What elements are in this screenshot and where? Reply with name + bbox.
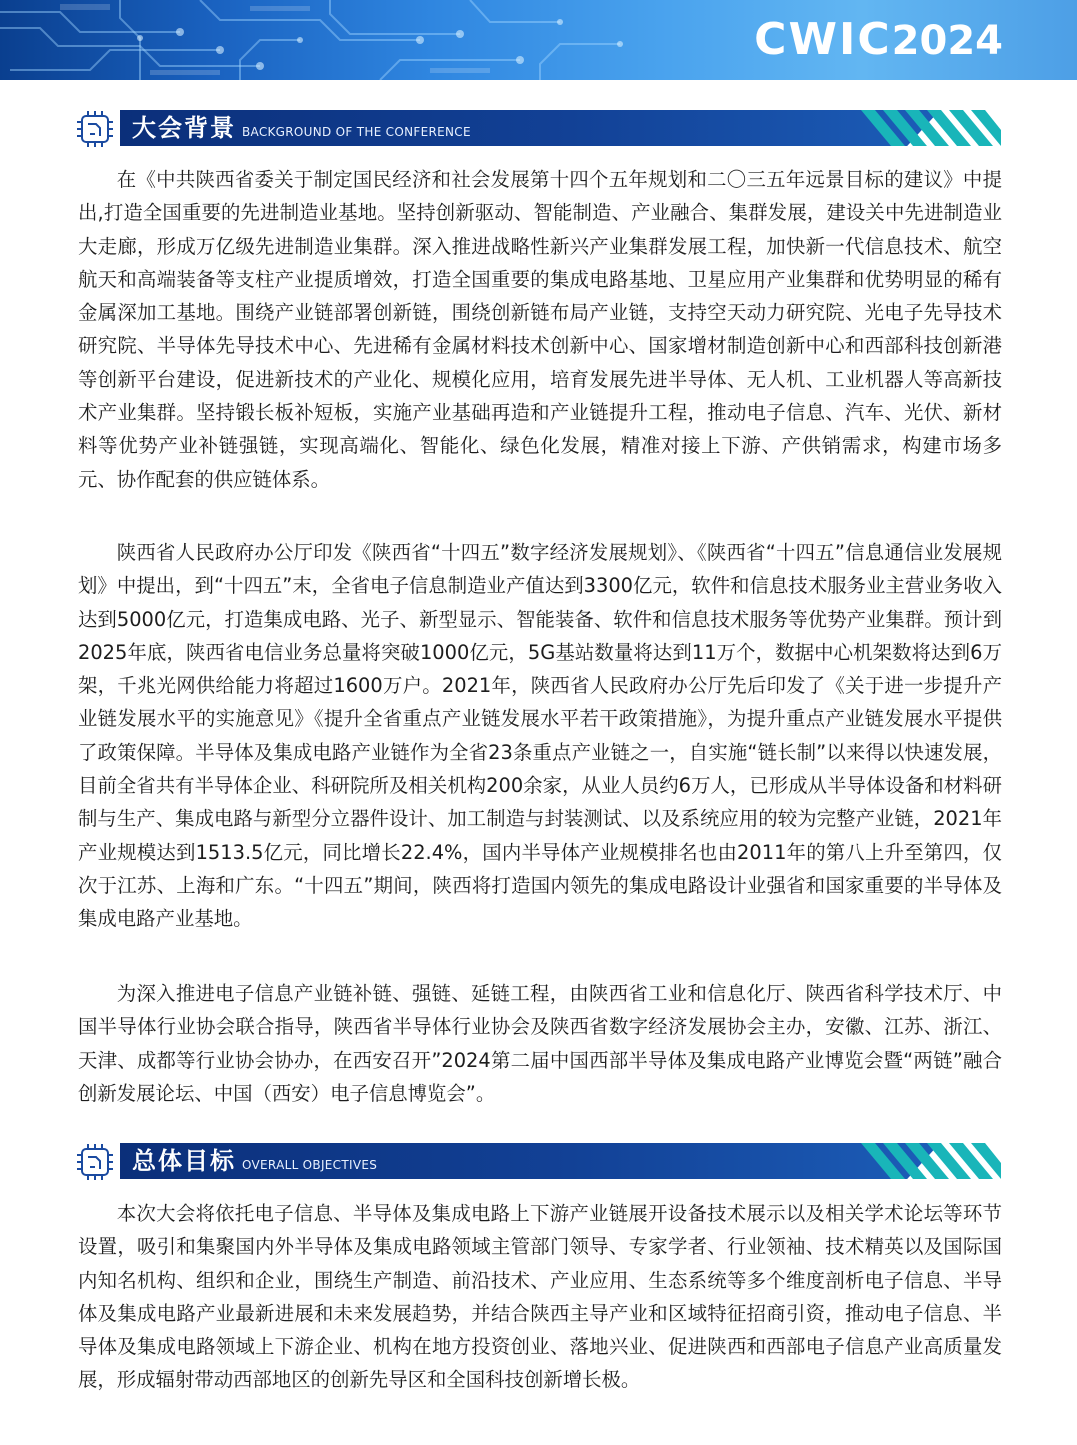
logo-text: CWIC [754,14,892,65]
header-banner [0,0,1077,80]
objectives-paragraph: 本次大会将依托电子信息、半导体及集成电路上下游产业链展开设备技术展示以及相关学术论坛等环节设置，吸引和集聚国内外半导体及集成电路领域主管部门领导、专家学者、行业领袖、技术精英以及国际国内知名机构、组织和企业，围绕生产制造、前沿技术、产业应用、生态系统等多个维度剖析电子信息、半导体及集成电路产业最新进展和未来发展趋势，并结合陕西主导产业和区域特征招商引资，推动电子信息、半导体及集成电路领域上下游企业、机构在地方投资创业、落地兴业、促进陕西和西部电子信息产业高质量发展，形成辐射带动西部地区的创新先导区和全国科技创新增长极。 [78,1202,1002,1392]
chip-icon [76,110,114,148]
section-title-text: 大会背景 [132,114,236,142]
section-subtitle: OVERALL OBJECTIVES [242,1158,378,1172]
section-bar-background [76,106,1001,150]
section-title [132,1143,377,1179]
chip-icon [76,1143,114,1181]
logo-year: 2024 [891,18,1003,64]
stripes-decoration-icon [861,1143,1001,1179]
section-title [132,110,471,146]
background-paragraph-3: 为深入推进电子信息产业链补链、强链、延链工程，由陕西省工业和信息化厅、陕西省科学技术厅、中国半导体行业协会联合指导，陕西省半导体行业协会及陕西省数字经济发展协会主办，安徽、江苏、浙江、天津、成都等行业协会协办，在西安召开”2024第二届中国西部半导体及集成电路产业博览会暨“两链”融合创新发展论坛、中国（西安）电子信息博览会”。 [78,982,1002,1105]
section-title-text: 总体目标 [132,1147,236,1175]
background-paragraph-2: 陕西省人民政府办公厅印发《陕西省“十四五”数字经济发展规划》、《陕西省“十四五”信息通信业发展规划》中提出，到“十四五”末，全省电子信息制造业产值达到3300亿元，软件和信息技术服务业主营业务收入达到5000亿元，打造集成电路、光子、新型显示、智能装备、软件和信息技术服务等优势产业集群。预计到2025年底，陕西省电信业务总量将突破1000亿元，5G基站数量将达到11万个，数据中心机架数将达到6万架，千兆光网供给能力将超过1600万户。2021年，陕西省人民政府办公厅先后印发了《关于进一步提升产业链发展水平的实施意见》《提升全省重点产业链发展水平若干政策措施》，为提升重点产业链发展水平提供了政策保障。半导体及集成电路产业链作为全省23条重点产业链之一，自实施“链长制”以来得以快速发展，目前全省共有半导体企业、科研院所及相关机构200余家，从业人员约6万人，已形成从半导体设备和材料研制与生产、集成电路与新型分立器件设计、加工制造与封装测试、以及系统应用的较为完整产业链，2021年产业规模达到1513.5亿元，同比增长22.4%，国内半导体产业规模排名也由2011年的第八上升至第四，仅次于江苏、上海和广东。“十四五”期间，陕西将打造国内领先的集成电路设计业强省和国家重要的半导体及集成电路产业基地。 [78,541,1002,931]
section-subtitle: BACKGROUND OF THE CONFERENCE [242,125,471,139]
stripes-decoration-icon [861,110,1001,146]
section-bar-objectives [76,1139,1001,1183]
background-paragraph-1: 在《中共陕西省委关于制定国民经济和社会发展第十四个五年规划和二〇三五年远景目标的建议》中提出,打造全国重要的先进制造业基地。坚持创新驱动、智能制造、产业融合、集群发展，建设关中先进制造业大走廊，形成万亿级先进制造业集群。深入推进战略性新兴产业集群发展工程，加快新一代信息技术、航空航天和高端装备等支柱产业提质增效，打造全国重要的集成电路基地、卫星应用产业集群和优势明显的稀有金属深加工基地。围绕产业链部署创新链，围绕创新链布局产业链，支持空天动力研究院、光电子先导技术研究院、半导体先导技术中心、先进稀有金属材料技术创新中心、国家增材制造创新中心和西部科技创新港等创新平台建设，促进新技术的产业化、规模化应用，培育发展先进半导体、无人机、工业机器人等高新技术产业集群。坚持锻长板补短板，实施产业基础再造和产业链提升工程，推动电子信息、汽车、光伏、新材料等优势产业补链强链，实现高端化、智能化、绿色化发展，精准对接上下游、产供销需求，构建市场多元、协作配套的供应链体系。 [78,168,1002,491]
cwic-logo [754,14,1003,67]
